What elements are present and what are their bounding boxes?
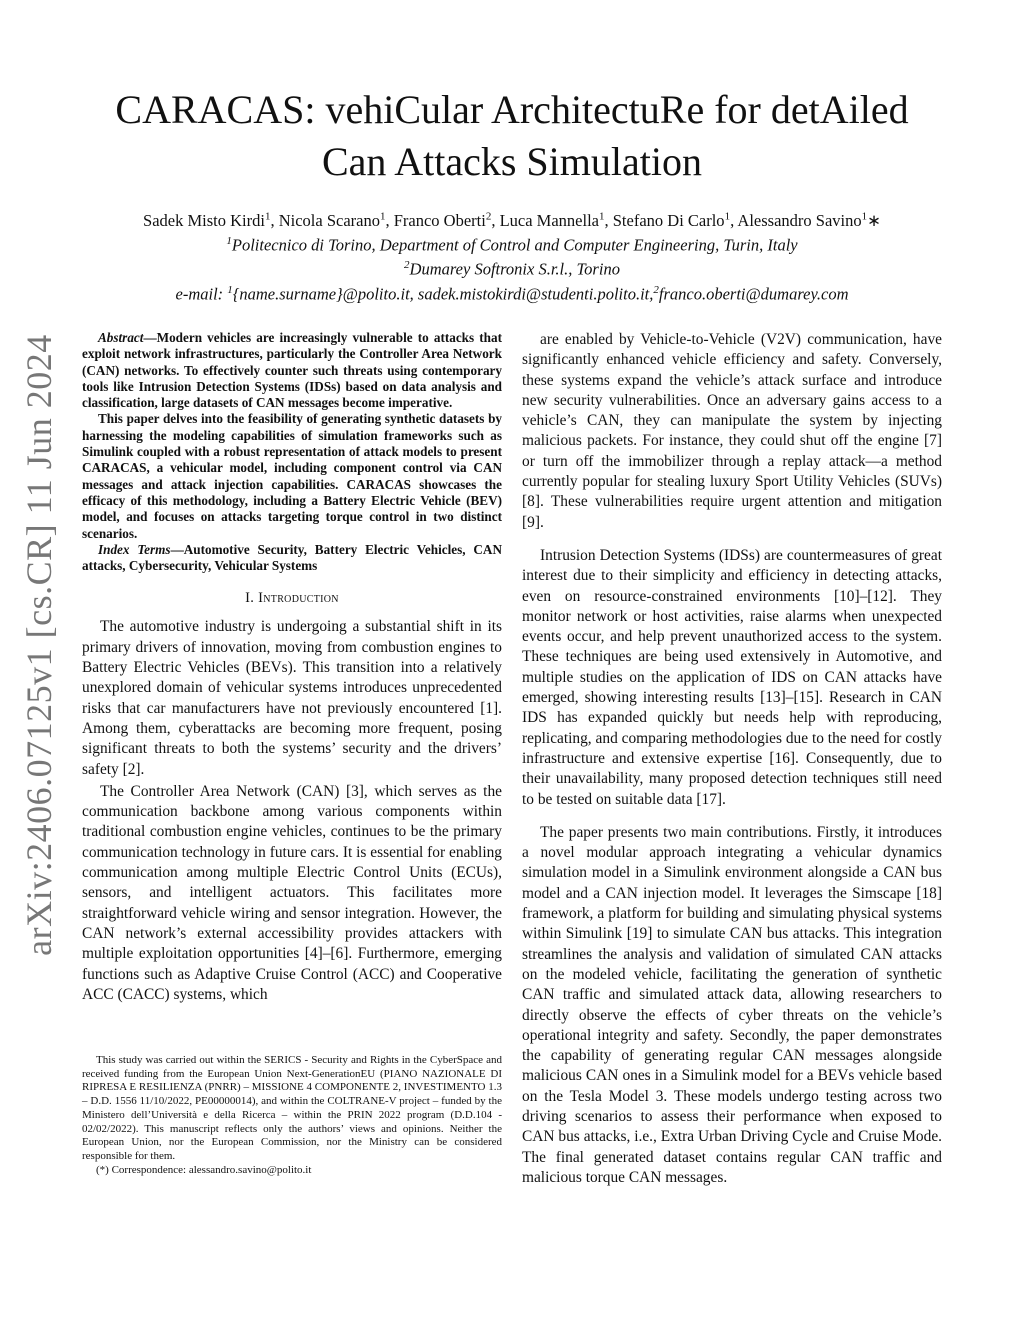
body-paragraph: The automotive industry is undergoing a substantial shift in its primary drivers of innovation, moving from combustion engines to Battery Electric Vehicles (BEVs). This transition into a relatively unexplored domain of vehicular systems introduces unprecedented risks that car manufacturers have not previously encountered [1]. Among them, cyberattacks are becoming more frequent, posing significant threats to both the systems’ security and the drivers’ safety [2].: [82, 618, 502, 778]
footnote: [82, 1054, 502, 1177]
body-paragraph: The Controller Area Network (CAN) [3], which serves as the communication backbone among various components within traditional combustion engine vehicles, continues to be the primary communication technology in future cars. It is essential for enabling communication among multiple Electric Control Units (ECUs), sensors, and intelligent actuators. This facilitates more straightforward vehicle wiring and sensor integration. However, the CAN network’s external accessibility provides attackers with multiple exploitation opportunities [4]–[6]. Furthermore, emerging functions such as Adaptive Cruise Control (ACC) and Cooperative ACC (CACC) systems, which: [82, 782, 502, 1003]
arxiv-side-label: [15, 334, 63, 956]
abstract-paragraph-2: This paper delves into the feasibility of generating synthetic datasets by harnessing the modeling capabilities of simulation frameworks such as Simulink coupled with a robust representation of attack models to present CARACAS, a vehicular model, including component control via CAN messages and attack injection capabilities. CARACAS showcases the efficacy of this methodology, including a Battery Electric Vehicle (BEV) model, and focuses on attacks targeting torque control in two distinct scenarios.: [82, 411, 502, 541]
footnote-correspondence: (*) Correspondence: alessandro.savino@polito.it: [96, 1163, 312, 1176]
arxiv-identifier: arXiv:2406.07125v1 [cs.CR] 11 Jun 2024: [19, 334, 59, 956]
index-terms: Index Terms—Automotive Security, Battery Electric Vehicles, CAN attacks, Cybersecurity, Vehicular Systems: [82, 541, 502, 574]
body-paragraph: are enabled by Vehicle-to-Vehicle (V2V) communication, have significantly enhanced vehicle efficiency and safety. Conversely, these systems expand the vehicle’s attack surface and introduce new security vulnerabilities. Once an adversary gains access to a vehicle’s CAN, they can manipulate the system by injecting malicious packets. For instance, they could shut off the engine [7] or turn off the immobilizer through a replay attack—a method currently popular for stealing luxury Sport Utility Vehicles (SUVs) [8]. These vulnerabilities require urgent attention and mitigation [9].: [522, 331, 942, 531]
author-list: [60, 206, 964, 231]
abstract-paragraph-1: Abstract—Modern vehicles are increasingly vulnerable to attacks that exploit network infrastructures, particularly the Controller Area Network (CAN) networks. To effectively counter such threats using contemporary tools like Intrusion Detection Systems (IDSs) based on data analysis and classification, large datasets of CAN messages become imperative.: [82, 330, 502, 411]
body-paragraph: The paper presents two main contributions. Firstly, it introduces a novel modular approach integrating a vehicular dynamics simulation model in a Simulink environment alongside a CAN bus model and a CAN injection model. It leverages the Simscape [18] framework, a platform for building and simulating physical systems within Simulink [19] to simulate CAN bus attacks. This integration streamlines the analysis and validation of simulated CAN attacks on the modeled vehicle, facilitating the generation of synthetic CAN traffic and simulated attack data, allowing researchers to directly observe the effects of cyber threats on the vehicle’s operational integrity and safety. Secondly, the paper demonstrates the capability of generating regular CAN messages alongside malicious CAN ones in a Simulink model for a BEVs vehicle based on the Tesla Model 3. These models undergo testing across two driving scenarios to assess their performance when exposed to CAN bus attacks, i.e., Extra Urban Driving Cycle and Cruise Mode. The final generated dataset contains regular CAN traffic and malicious torque CAN messages.: [522, 823, 942, 1186]
affiliation-1: $^1$Politecnico di Torino, Department of Control and Computer Engineering, Turin, Italy: [226, 234, 798, 254]
body-paragraph: Intrusion Detection Systems (IDSs) are countermeasures of great interest due to their simplicity and efficiency in detecting attacks, even on resource-constrained environments [10]–[12]. They monitor network or host activities, raise alarms when unexpected events occur, and help prevent unauthorized access to the system. These techniques are being used extensively in Automotive, and multiple studies on the application of IDS on CAN attacks have emerged, showing interesting results [13]–[15]. Research in CAN IDS has expanded quickly but needs help with reproducing, replicating, and comparing methodologies due to the need for costly infrastructure and extensive expertise [16]. Consequently, due to their unavailability, many proposed detection techniques still need to be tested on suitable data [17].: [522, 546, 942, 808]
author: Luca Mannella$^1$,: [499, 210, 613, 230]
author: Alessandro Savino$^1$∗: [737, 210, 881, 230]
title-line-2: Can Attacks Simulation: [322, 139, 702, 184]
intro-left-body: [82, 617, 502, 1005]
section-heading: I. Introduction: [245, 590, 339, 607]
title-line-1: CARACAS: vehiCular ArchitectuRe for detAiled: [115, 87, 909, 132]
right-column: [522, 330, 942, 1188]
author: Franco Oberti$^2$,: [393, 210, 500, 230]
author: Stefano Di Carlo$^1$,: [612, 210, 738, 230]
author: Nicola Scarano$^1$,: [278, 210, 394, 230]
left-column: [82, 330, 502, 1005]
paper-title: [90, 84, 934, 188]
abstract: [82, 330, 502, 574]
footnote-funding: This study was carried out within the SERICS - Security and Rights in the CyberSpace and received funding from the European Union Next-GenerationEU (PIANO NAZIONALE DI RIPRESA E RESILIENZA (PNRR) – MISSIONE 4 COMPONENTE 2, INVESTIMENTO 1.3 – D.D. 1556 11/10/2022, PE00000014), and within the COLTRANE-V project – funded by the Ministero dell’Università e della Ricerca – within the PRIN 2022 program (D.D.104 - 02/02/2022). This manuscript reflects only the authors’ views and opinions. Neither the European Union, nor the European Commission, nor the Ministry can be considered responsible for them.: [82, 1054, 502, 1162]
author-block: [60, 206, 964, 304]
email-line: e-mail: $^1${name.surname}@polito.it, sadek.mistokirdi@studenti.polito.it,$^2$franco.oberti@dumarey.com: [175, 283, 849, 303]
affiliation-2: $^2$Dumarey Softronix S.r.l., Torino: [404, 259, 620, 279]
author: Sadek Misto Kirdi$^1$,: [143, 210, 279, 230]
